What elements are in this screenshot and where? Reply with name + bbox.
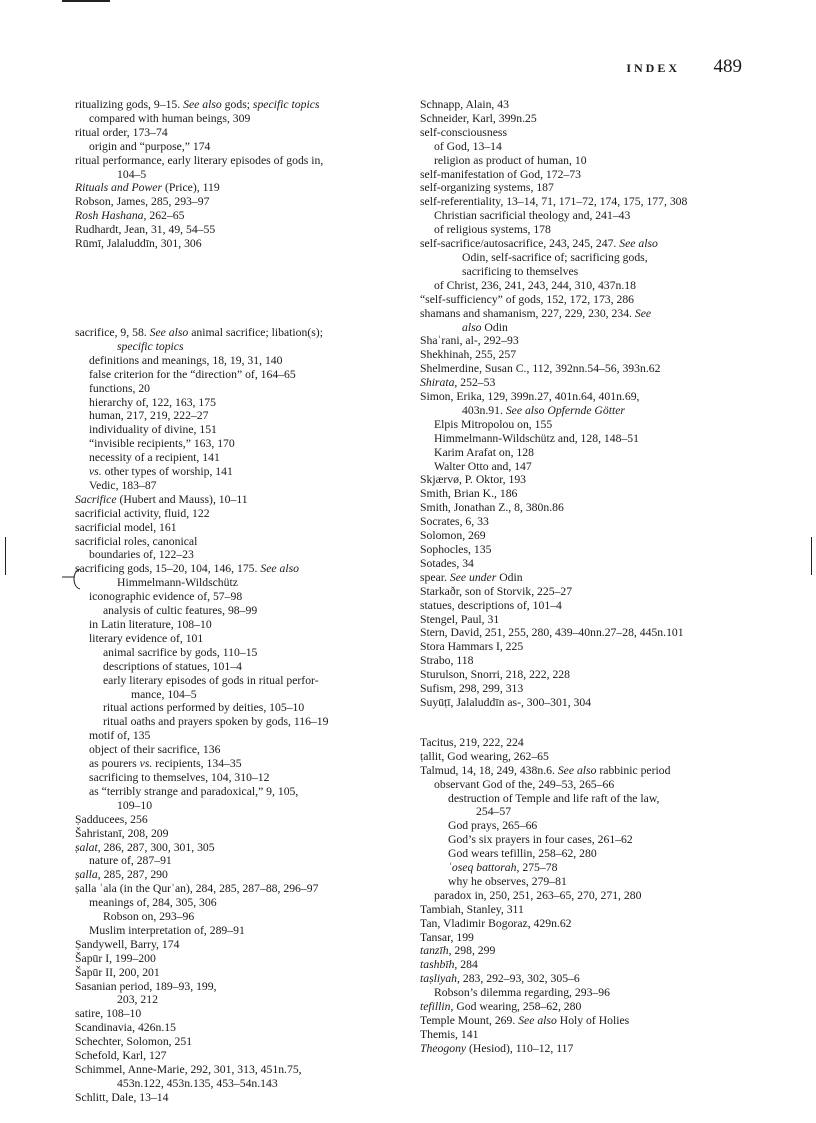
crop-mark-left <box>5 537 6 575</box>
index-entry: false criterion for the “direction” of, 164–65 <box>89 367 296 381</box>
index-entry: specific topics <box>117 339 184 353</box>
index-entry: human, 217, 219, 222–27 <box>89 409 209 423</box>
index-entry: self-manifestation of God, 172–73 <box>420 167 581 181</box>
index-entry: in Latin literature, 108–10 <box>89 618 212 631</box>
index-entry: Ṣandywell, Barry, 174 <box>75 937 180 951</box>
page-number: 489 <box>713 56 742 77</box>
index-entry: Tan, Vladimir Bogoraz, 429n.62 <box>420 916 572 930</box>
index-entry: tanzīh, 298, 299 <box>420 944 496 958</box>
index-entry: Robson, James, 285, 293–97 <box>75 195 210 209</box>
top-rule <box>62 0 110 2</box>
index-entry: Tacitus, 219, 222, 224 <box>420 735 524 749</box>
index-entry: compared with human beings, 309 <box>89 111 251 125</box>
index-entry: ritual order, 173–74 <box>75 125 168 139</box>
index-entry: Sasanian period, 189–93, 199, <box>75 979 217 993</box>
index-entry: “invisible recipients,” 163, 170 <box>89 437 235 451</box>
index-entry: Sophocles, 135 <box>420 543 492 556</box>
index-entry: Schefold, Karl, 127 <box>75 1049 167 1063</box>
index-entry: 403n.91. See also Opfernde Götter <box>462 403 625 417</box>
index-entry: Sufism, 298, 299, 313 <box>420 682 524 696</box>
index-entry: analysis of cultic features, 98–99 <box>103 604 258 618</box>
section-gap <box>420 710 754 736</box>
index-entry: Walter Otto and, 147 <box>434 459 532 473</box>
index-entry: God wears tefillin, 258–62, 280 <box>448 847 597 861</box>
index-entry: why he observes, 279–81 <box>448 874 567 888</box>
index-entry: Rosh Hashana, 262–65 <box>75 209 185 223</box>
index-entry: of God, 13–14 <box>434 139 502 153</box>
index-entry: Shirata, 252–53 <box>420 376 496 390</box>
index-entry: Muslim interpretation of, 289–91 <box>89 923 245 937</box>
index-entry: sacrifice, 9, 58. See also animal sacrifice; libation(s); <box>75 325 323 339</box>
index-entry: spear. See under Odin <box>420 570 523 584</box>
index-entry: Schimmel, Anne-Marie, 292, 301, 313, 451n.75, <box>75 1063 302 1076</box>
index-entry: tefillin, God wearing, 258–62, 280 <box>420 1000 582 1014</box>
index-entry: 104–5 <box>117 167 147 181</box>
index-entry: self-consciousness <box>420 125 507 139</box>
index-entry: God’s six prayers in four cases, 261–62 <box>448 833 633 847</box>
index-entry: ritualizing gods, 9–15. See also gods; specific topics <box>75 98 320 111</box>
index-entry: ṣalla ʿala (in the Qurʾan), 284, 285, 287–88, 296–97 <box>75 882 319 896</box>
index-entry: God prays, 265–66 <box>448 819 538 833</box>
index-entry: Robson on, 293–96 <box>103 910 195 924</box>
index-entry: ritual oaths and prayers spoken by gods, 116–19 <box>103 715 329 729</box>
index-entry: self-referentiality, 13–14, 71, 171–72, 174, 175, 177, 308 <box>420 195 688 209</box>
index-entry: Shekhinah, 255, 257 <box>420 348 517 362</box>
index-entry: Šapūr I, 199–200 <box>75 951 156 965</box>
index-entry: ṭallit, God wearing, 262–65 <box>420 749 549 763</box>
index-entry: Scandinavia, 426n.15 <box>75 1021 176 1035</box>
index-entry: observant God of the, 249–53, 265–66 <box>434 777 615 791</box>
index-entry: paradox in, 250, 251, 263–65, 270, 271, 280 <box>434 888 642 902</box>
index-entry: Schnapp, Alain, 43 <box>420 98 509 111</box>
index-column-right <box>420 98 754 1056</box>
index-entry: descriptions of statues, 101–4 <box>103 659 242 673</box>
index-entry: Schechter, Solomon, 251 <box>75 1035 193 1049</box>
index-entry: destruction of Temple and life raft of the law, <box>448 791 660 805</box>
index-entry: ritual performance, early literary episodes of gods in, <box>75 153 324 167</box>
index-entry: early literary episodes of gods in ritual perfor- <box>103 673 319 687</box>
index-entry: Shaʿrani, al-, 292–93 <box>420 334 519 348</box>
index-entry: individuality of divine, 151 <box>89 423 217 437</box>
index-entry: Suyūṭī, Jalaluddīn as-, 300–301, 304 <box>420 695 592 709</box>
index-entry: 109–10 <box>117 798 153 812</box>
index-entry: Theogony (Hesiod), 110–12, 117 <box>420 1041 574 1055</box>
index-entry: meanings of, 284, 305, 306 <box>89 896 217 910</box>
index-entry: satire, 108–10 <box>75 1007 142 1021</box>
index-entry: Skjærvø, P. Oktor, 193 <box>420 473 527 487</box>
running-header <box>420 57 742 79</box>
index-entry: object of their sacrifice, 136 <box>89 743 221 757</box>
index-entry: ʿoseq battorah, 275–78 <box>448 861 558 875</box>
index-entry: motif of, 135 <box>89 729 151 743</box>
index-entry: Rudhardt, Jean, 31, 49, 54–55 <box>75 223 216 237</box>
index-entry: Sturulson, Snorri, 218, 222, 228 <box>420 668 570 682</box>
index-entry: religion as product of human, 10 <box>434 153 587 167</box>
index-entry: as pourers vs. recipients, 134–35 <box>89 757 242 771</box>
index-entry: Strabo, 118 <box>420 654 474 668</box>
index-entry: Tambiah, Stanley, 311 <box>420 902 524 916</box>
index-entry: Shelmerdine, Susan C., 112, 392nn.54–56, 393n.62 <box>420 362 661 376</box>
index-entry: boundaries of, 122–23 <box>89 548 194 562</box>
index-entry: Socrates, 6, 33 <box>420 515 489 529</box>
index-entry: Themis, 141 <box>420 1027 479 1041</box>
index-entry: necessity of a recipient, 141 <box>89 451 220 465</box>
index-entry: literary evidence of, 101 <box>89 631 204 645</box>
index-entry: Rūmī, Jalaluddīn, 301, 306 <box>75 237 202 251</box>
index-entry: Tansar, 199 <box>420 930 474 944</box>
index-entry: also Odin <box>462 320 508 334</box>
index-entry: Starkaðr, son of Storvik, 225–27 <box>420 584 573 598</box>
index-entry: animal sacrifice by gods, 110–15 <box>103 645 258 659</box>
index-entry: Odin, self-sacrifice of; sacrificing gods, <box>462 250 648 264</box>
index-column-left <box>75 98 409 1105</box>
index-entry: Vedic, 183–87 <box>89 478 157 492</box>
index-entry: 453n.122, 453n.135, 453–54n.143 <box>117 1076 278 1090</box>
index-entry: ṣalla, 285, 287, 290 <box>75 868 168 882</box>
index-entry: as “terribly strange and paradoxical,” 9, 105, <box>89 784 299 798</box>
index-entry: of Christ, 236, 241, 243, 244, 310, 437n.18 <box>434 278 636 292</box>
index-entry: sacrificing gods, 15–20, 104, 146, 175. See also <box>75 562 299 576</box>
index-entry: Robson’s dilemma regarding, 293–96 <box>434 986 610 1000</box>
index-entry: sacrificial roles, canonical <box>75 534 198 548</box>
index-entry: Stengel, Paul, 31 <box>420 612 500 626</box>
index-entry: Karim Arafat on, 128 <box>434 445 534 459</box>
section-gap <box>75 251 409 326</box>
index-entry: ṣalat, 286, 287, 300, 301, 305 <box>75 840 215 854</box>
index-entry: Temple Mount, 269. See also Holy of Holies <box>420 1014 630 1027</box>
index-entry: Sacrifice (Hubert and Mauss), 10–11 <box>75 492 248 506</box>
index-entry: self-sacrifice/autosacrifice, 243, 245, 247. See also <box>420 237 658 251</box>
index-entry: tashbīh, 284 <box>420 958 478 972</box>
index-entry: sacrificing to themselves <box>462 264 579 278</box>
index-entry: Solomon, 269 <box>420 529 486 543</box>
index-entry: origin and “purpose,” 174 <box>89 139 211 153</box>
index-entry: Šapūr II, 200, 201 <box>75 965 160 979</box>
crop-mark-right <box>811 537 812 575</box>
index-entry: Schlitt, Dale, 13–14 <box>75 1090 169 1104</box>
index-entry: ritual actions performed by deities, 105–10 <box>103 701 305 715</box>
index-entry: Šahristanī, 208, 209 <box>75 826 169 840</box>
index-entry: hierarchy of, 122, 163, 175 <box>89 395 216 409</box>
index-entry: sacrificial model, 161 <box>75 520 177 534</box>
index-entry: Stern, David, 251, 255, 280, 439–40nn.27–28, 445n.101 <box>420 626 684 640</box>
index-entry: Rituals and Power (Price), 119 <box>75 181 220 195</box>
index-entry: “self-sufficiency” of gods, 152, 172, 173, 286 <box>420 292 635 306</box>
index-entry: self-organizing systems, 187 <box>420 181 554 195</box>
index-entry: vs. other types of worship, 141 <box>89 465 233 479</box>
index-entry: iconographic evidence of, 57–98 <box>89 590 243 604</box>
index-entry: taṣliyah, 283, 292–93, 302, 305–6 <box>420 972 580 986</box>
index-entry: Himmelmann-Wildschütz <box>117 576 238 590</box>
index-entry: Ṣadducees, 256 <box>75 812 148 826</box>
index-entry: 254–57 <box>476 805 512 819</box>
index-entry: Smith, Jonathan Z., 8, 380n.86 <box>420 501 564 515</box>
index-entry: statues, descriptions of, 101–4 <box>420 598 562 612</box>
index-entry: Simon, Erika, 129, 399n.27, 401n.64, 401n.69, <box>420 390 640 404</box>
running-head-title: INDEX <box>626 61 680 75</box>
index-entry: sacrificial activity, fluid, 122 <box>75 506 210 520</box>
index-entry: Sotades, 34 <box>420 556 474 570</box>
index-entry: 203, 212 <box>117 993 158 1007</box>
index-entry: Schneider, Karl, 399n.25 <box>420 111 537 125</box>
index-entry: of religious systems, 178 <box>434 223 551 237</box>
index-entry: Smith, Brian K., 186 <box>420 487 518 501</box>
index-entry: definitions and meanings, 18, 19, 31, 140 <box>89 353 283 367</box>
index-entry: Christian sacrificial theology and, 241–43 <box>434 209 631 223</box>
index-entry: sacrificing to themselves, 104, 310–12 <box>89 770 270 784</box>
index-entry: nature of, 287–91 <box>89 854 172 868</box>
index-entry: functions, 20 <box>89 381 151 395</box>
index-entry: Himmelmann-Wildschütz and, 128, 148–51 <box>434 431 639 445</box>
index-entry: mance, 104–5 <box>131 687 197 701</box>
index-entry: Talmud, 14, 18, 249, 438n.6. See also rabbinic period <box>420 763 671 777</box>
index-entry: Stora Hammars I, 225 <box>420 640 524 654</box>
index-entry: Elpis Mitropolou on, 155 <box>434 417 553 431</box>
index-entry: shamans and shamanism, 227, 229, 230, 234. See <box>420 306 652 320</box>
